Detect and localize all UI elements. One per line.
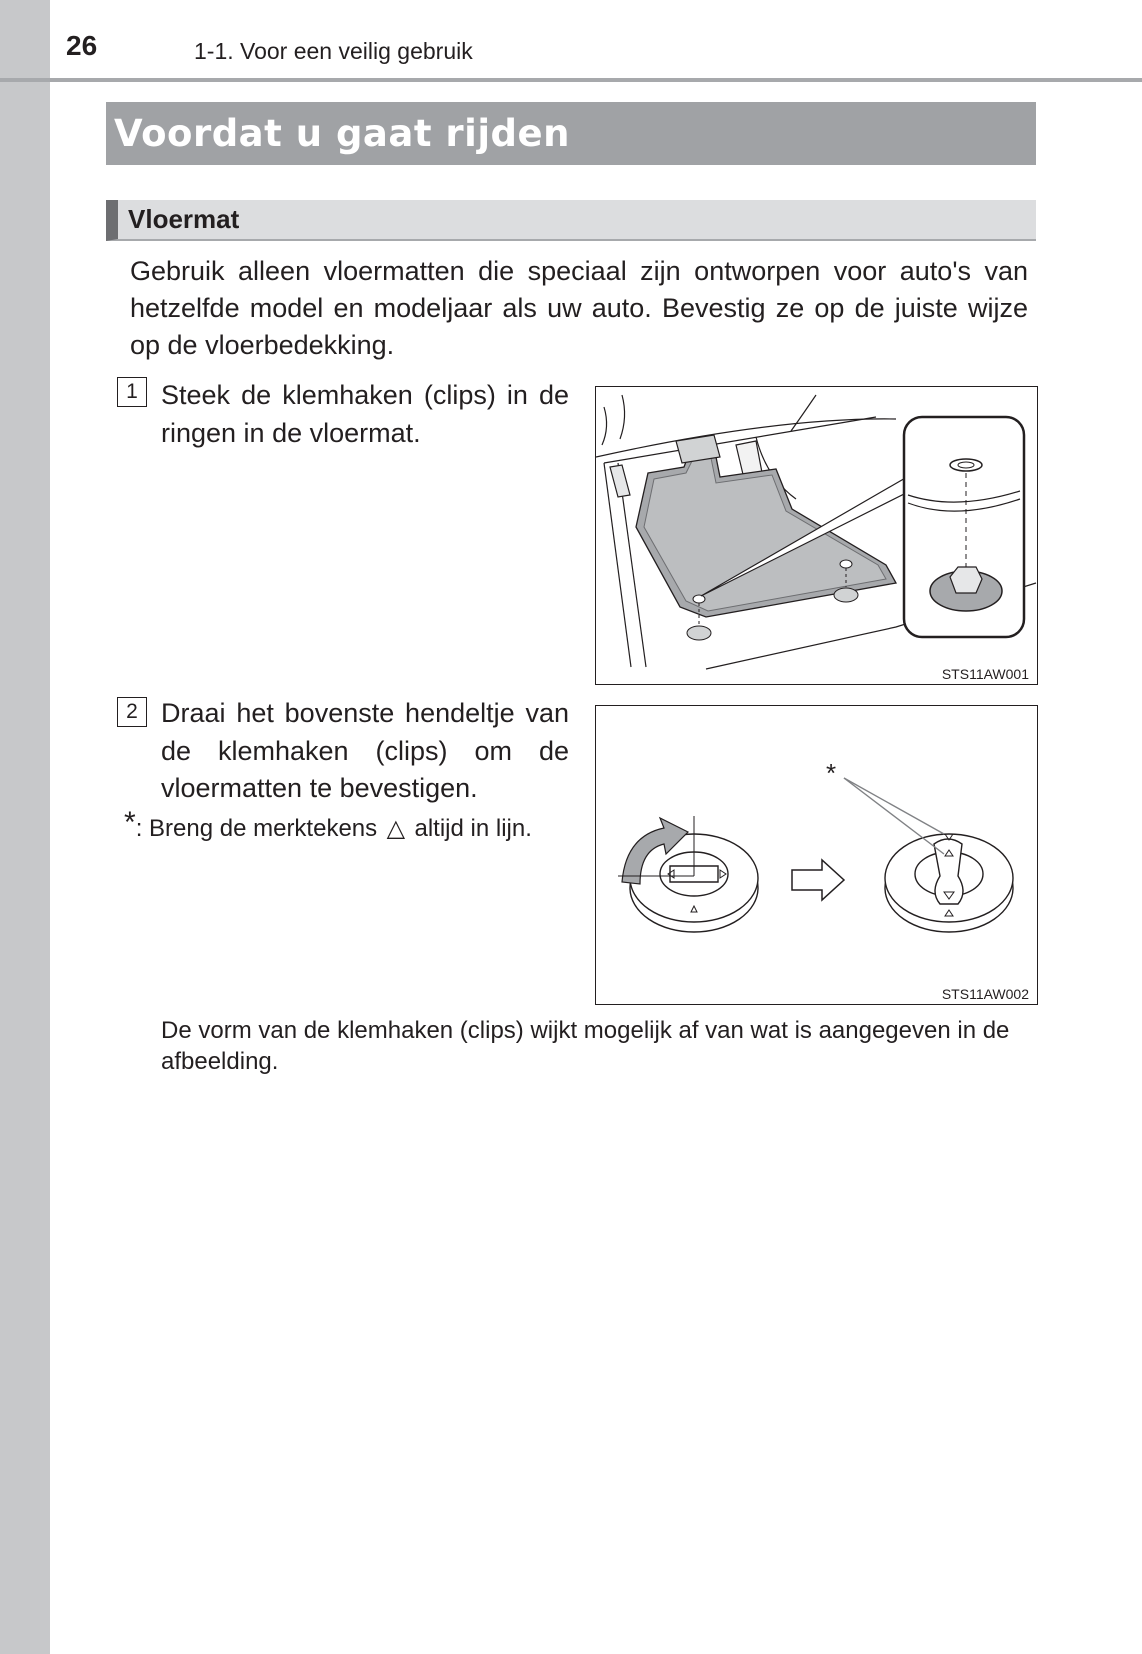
intro-paragraph: Gebruik alleen vloermatten die speciaal zijn ontworpen voor auto's van hetzelfde model en modeljaar als uw auto. Bevestig ze op de juiste wijze op de vloerbedekking. (130, 256, 1028, 360)
floor-mat-illustration (596, 387, 1037, 684)
note-text-after: altijd in lijn. (407, 815, 532, 842)
header-rule (0, 78, 1142, 82)
figure-2-code: STS11AW002 (941, 986, 1029, 1002)
running-head: 1-1. Voor een veilig gebruik (194, 38, 473, 64)
side-tab-bar (0, 0, 50, 1654)
figure-1-code: STS11AW001 (941, 666, 1029, 682)
note-text-before: : Breng de merktekens (135, 815, 384, 842)
section-title: Voordat u gaat rijden (106, 102, 1036, 165)
step-2-number: 2 (117, 697, 147, 727)
clip-rotation-illustration (596, 706, 1037, 1004)
step-2-text: Draai het bovenste hendeltje van de klemhaken (clips) om de vloermatten te bevestigen. (161, 698, 569, 803)
step-1-text: Steek de klemhaken (clips) in de ringen in de vloermat. (161, 380, 569, 448)
triangle-mark-icon: △ (386, 815, 406, 842)
figure-floor-mat (595, 386, 1038, 685)
note-star: * (124, 806, 136, 839)
subsection-title: Vloermat (106, 200, 1036, 241)
note-align-marks (124, 808, 584, 844)
closing-note: De vorm van de klemhaken (clips) wijkt mogelijk af van wat is aangegeven in de afbeelding. (161, 1017, 1010, 1075)
page-number: 26 (66, 30, 98, 61)
figure-2-callout: * (826, 758, 837, 788)
figure-clip-rotation (595, 705, 1038, 1005)
step-1-number: 1 (117, 377, 147, 407)
